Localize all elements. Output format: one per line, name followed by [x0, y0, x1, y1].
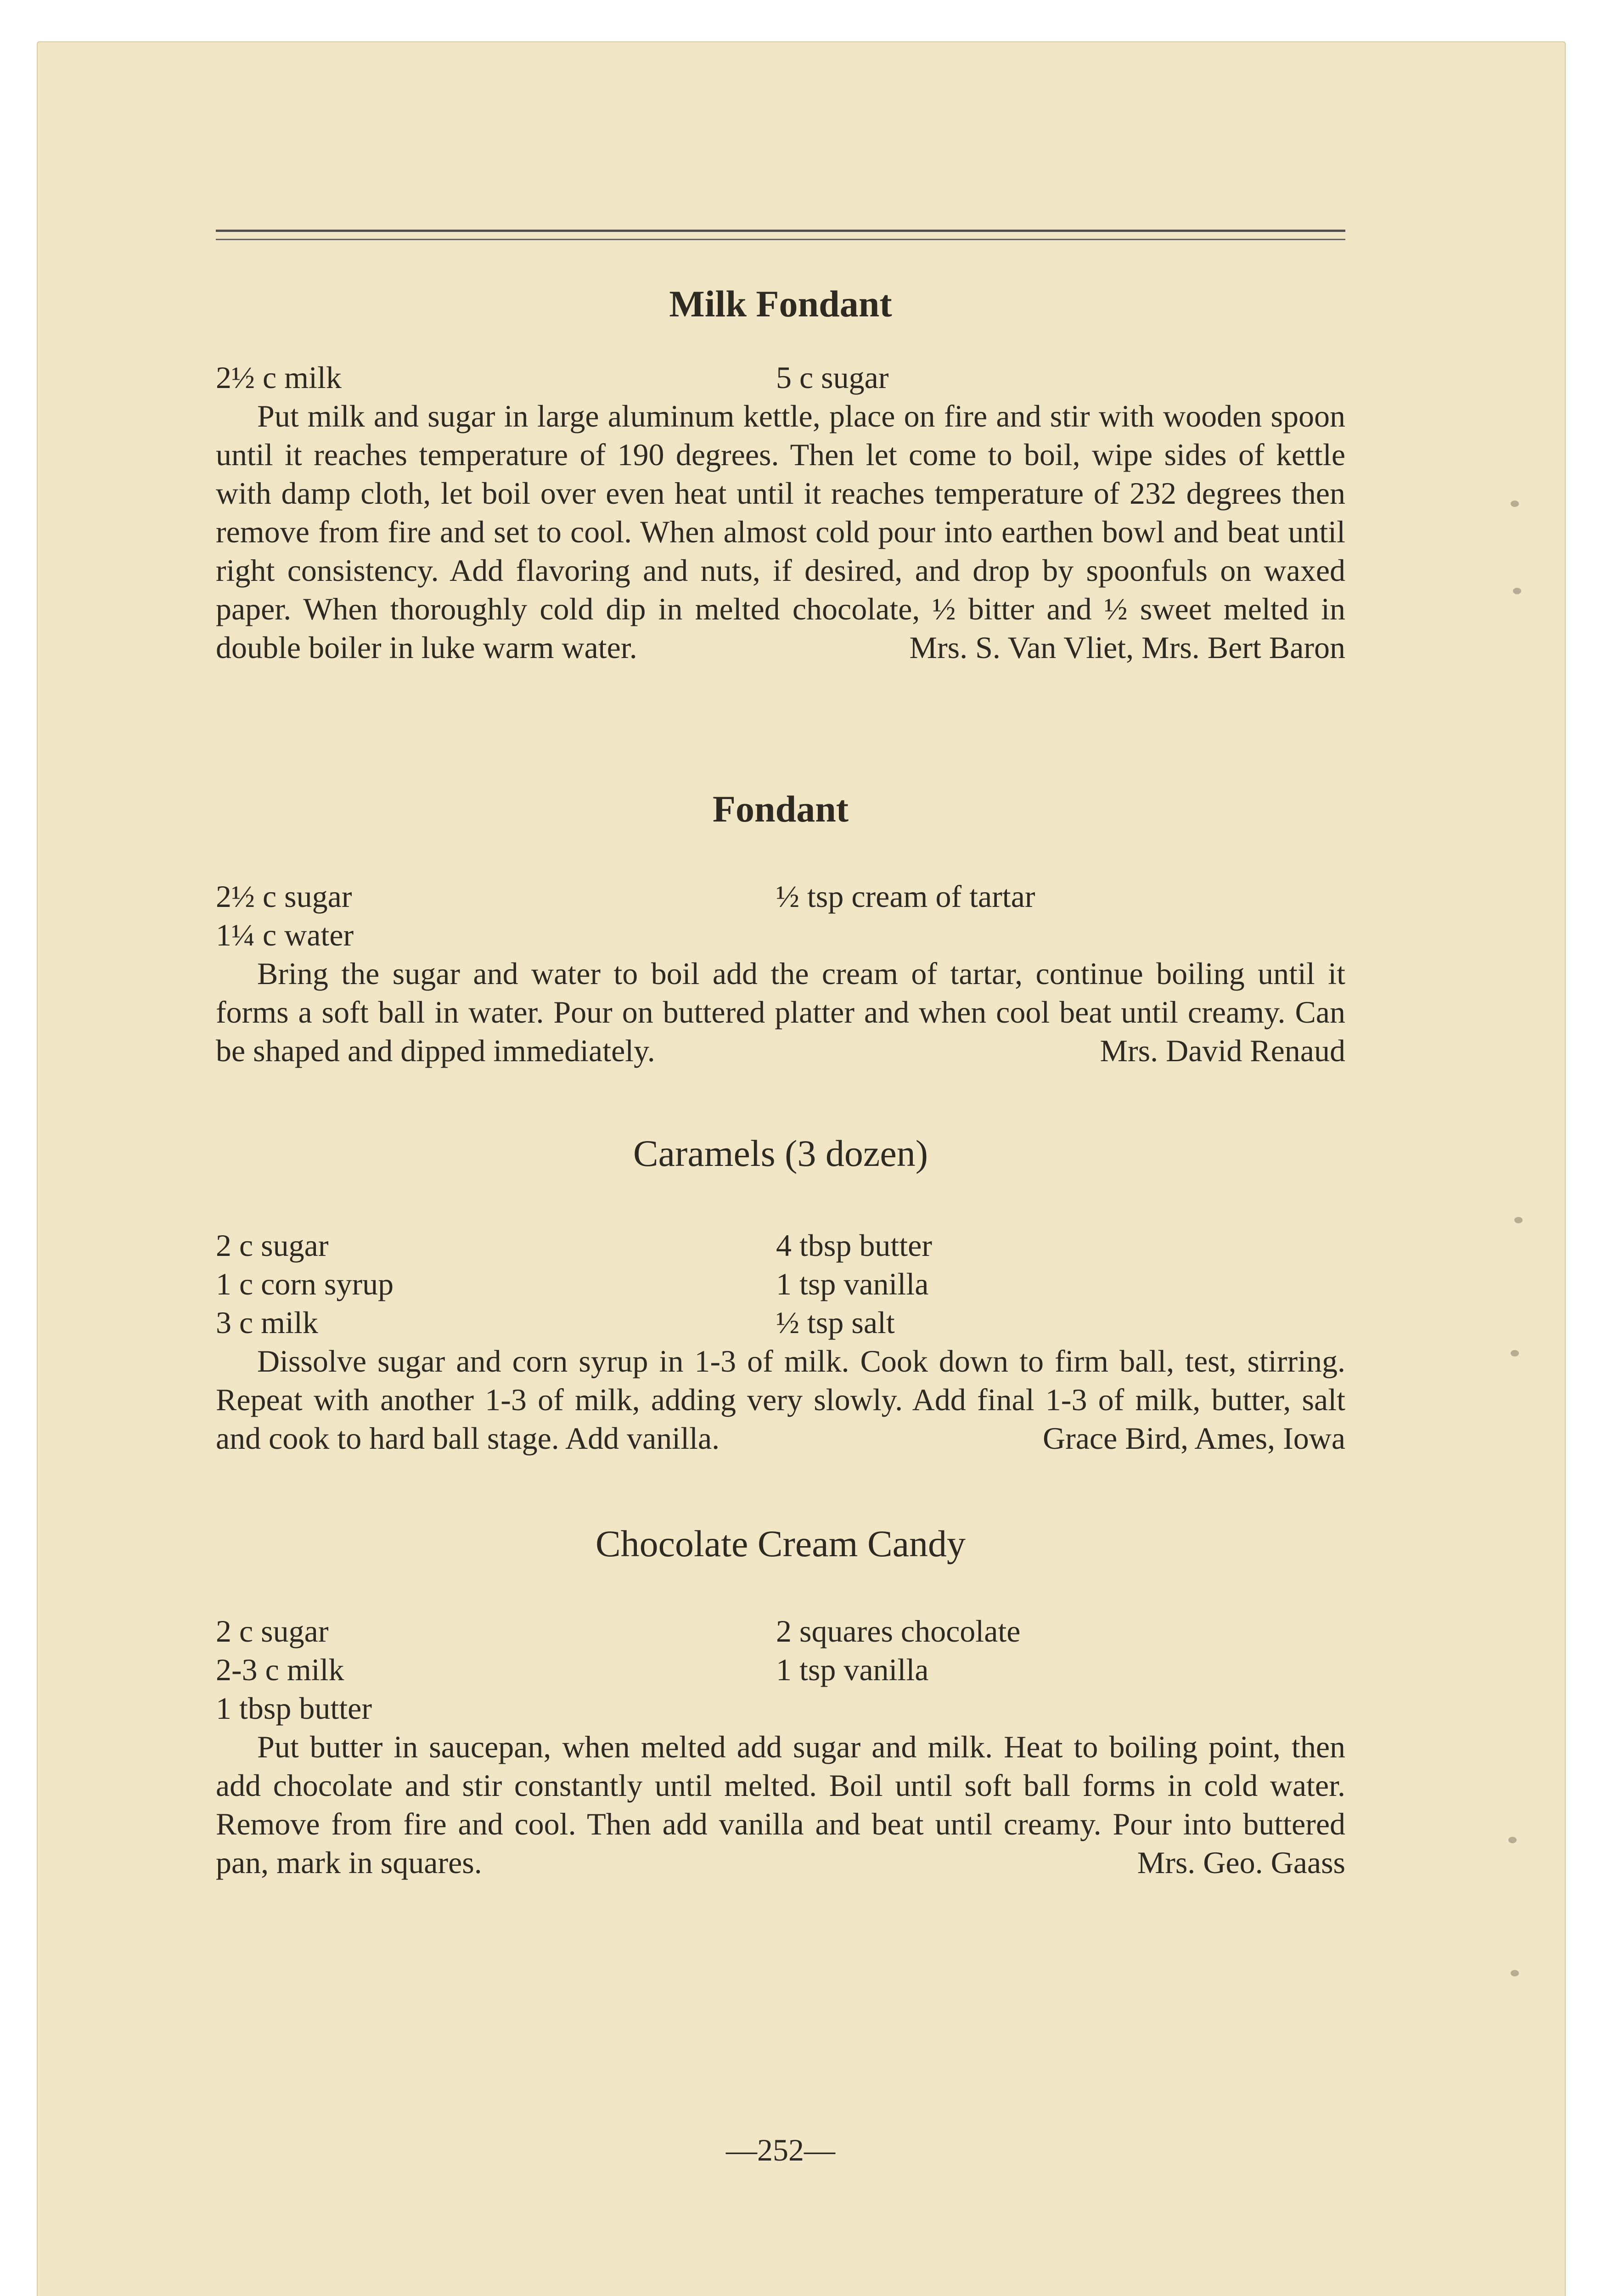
ingredient: 3 c milk: [216, 1305, 318, 1340]
binding-mark: [1511, 501, 1519, 507]
binding-mark: [1511, 1970, 1519, 1976]
recipe-credit: Mrs. David Renaud: [1100, 1033, 1345, 1068]
recipe-title-caramels: Caramels (3 dozen): [633, 1132, 928, 1174]
recipe-title-milk-fondant: Milk Fondant: [669, 283, 892, 325]
instructions-milk-fondant: [216, 397, 1345, 667]
ingredient-row: [216, 1265, 1345, 1303]
ingredient: 2½ c milk: [216, 360, 342, 395]
ingredient-row: [216, 1303, 1345, 1342]
ingredient: 2-3 c milk: [216, 1652, 344, 1687]
instructions-text: Put butter in saucepan, when melted add sugar and milk. Heat to boiling point, then add chocolate and stir constantly until melted. Boil until soft ball forms in cold water. Remove from fire and cool. Then add vanilla and beat until creamy. Pour into buttered pan, mark in squares.: [216, 1729, 1345, 1880]
ingredient: 2 c sugar: [216, 1228, 329, 1263]
instructions-text: Put milk and sugar in large aluminum kettle, place on fire and stir with wooden spoon until it reaches temperature of 190 degrees. Then let come to boil, wipe sides of kettle with damp cloth, let boil over even heat until it reaches temperature of 232 degrees then remove from fire and set to cool. When almost cold pour into earthen bowl and beat until right consistency. Add flavoring and nuts, if desired, and drop by spoonfuls on waxed paper. When thoroughly cold dip in melted chocolate, ½ bitter and ½ sweet melted in double boiler in luke warm water.: [216, 399, 1345, 665]
ingredient: 2 c sugar: [216, 1614, 329, 1649]
ingredient: 2½ c sugar: [216, 879, 352, 914]
recipe-title-chocolate-cream-candy: Chocolate Cream Candy: [595, 1523, 966, 1564]
ingredient: 1¼ c water: [216, 917, 354, 952]
binding-mark: [1514, 1217, 1523, 1223]
ingredient-row: [216, 916, 1345, 954]
ingredient: 1 tbsp butter: [216, 1691, 372, 1726]
ingredient: 1 tsp vanilla: [776, 1652, 929, 1687]
binding-mark: [1511, 1350, 1519, 1356]
ingredient-row: [216, 1650, 1345, 1689]
instructions-text: Bring the sugar and water to boil add the cream of tartar, continue boiling until it forms a soft ball in water. Pour on buttered platter and when cool beat until creamy. Can be shaped and dipped immediately.: [216, 956, 1345, 1068]
ingredients-milk-fondant: [216, 358, 1345, 397]
ingredient-row: [216, 877, 1345, 916]
top-rule: [216, 230, 1345, 232]
ingredients-fondant: [216, 877, 1345, 954]
instructions-fondant: [216, 954, 1345, 1070]
ingredient: 1 c corn syrup: [216, 1266, 394, 1301]
ingredient: ½ tsp cream of tartar: [776, 879, 1035, 914]
ingredient: ½ tsp salt: [776, 1305, 895, 1340]
ingredients-chocolate-cream-candy: [216, 1612, 1345, 1728]
recipe-title-fondant: Fondant: [712, 788, 849, 830]
instructions-text: Dissolve sugar and corn syrup in 1-3 of milk. Cook down to firm ball, test, stirring. Repeat with another 1-3 of milk, adding very slowly. Add final 1-3 of milk, butter, salt and cook to hard ball stage. Add vanilla.: [216, 1344, 1345, 1456]
top-rule-secondary: [216, 239, 1345, 240]
recipe-credit: Mrs. Geo. Gaass: [1137, 1845, 1345, 1880]
recipe-credit: Mrs. S. Van Vliet, Mrs. Bert Baron: [909, 630, 1345, 665]
page-number: —252—: [726, 2133, 835, 2167]
ingredient-row: [216, 1226, 1345, 1265]
binding-mark: [1508, 1837, 1517, 1843]
ingredients-caramels: [216, 1226, 1345, 1342]
ingredient-row: [216, 358, 1345, 397]
ingredient: 5 c sugar: [776, 360, 889, 395]
instructions-caramels: [216, 1342, 1345, 1458]
instructions-chocolate-cream-candy: [216, 1728, 1345, 1882]
book-page: [37, 41, 1566, 2296]
ingredient: 2 squares chocolate: [776, 1614, 1021, 1649]
ingredient-row: [216, 1612, 1345, 1650]
ingredient-row: [216, 1689, 1345, 1728]
ingredient: 4 tbsp butter: [776, 1228, 932, 1263]
binding-mark: [1513, 588, 1521, 594]
ingredient: 1 tsp vanilla: [776, 1266, 929, 1301]
recipe-credit: Grace Bird, Ames, Iowa: [1042, 1421, 1345, 1456]
